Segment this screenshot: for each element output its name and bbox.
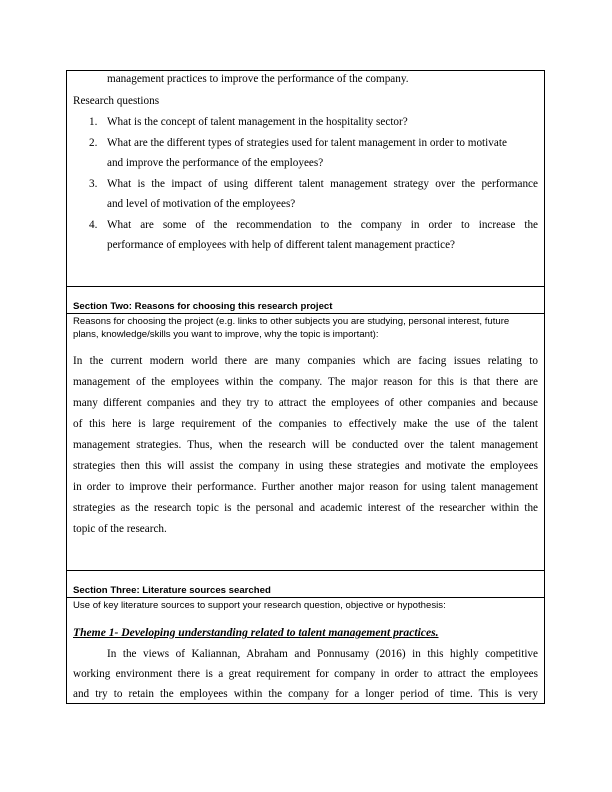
question-line: and improve the performance of the employees? <box>107 157 324 169</box>
section-two-heading: Section Two: Reasons for choosing this research project <box>73 301 333 312</box>
section-two-body-line: in order to improve their performance. Further another major reason for using talent management <box>73 481 538 493</box>
question-number: 4. <box>89 219 98 231</box>
section-two-content-box <box>66 313 545 571</box>
research-questions-heading: Research questions <box>73 95 160 107</box>
section-two-prompt-line: plans, knowledge/skills you want to improve, why the topic is important): <box>73 329 379 340</box>
question-line: performance of employees with help of different talent management practice? <box>107 239 456 251</box>
question-line: and level of motivation of the employees? <box>107 198 296 210</box>
section-three-body-line: and try to retain the employees within the company for a longer period of time. This is very <box>73 688 538 700</box>
section-two-body-line: management of the employees within the company. The major reason for this is that there are <box>73 376 538 388</box>
question-line: What is the impact of using different talent management strategy over the performance <box>107 178 538 190</box>
continuation-line: management practices to improve the performance of the company. <box>107 73 409 85</box>
question-line: What is the concept of talent management in the hospitality sector? <box>107 116 408 128</box>
research-questions-box <box>66 70 545 287</box>
question-line: What are some of the recommendation to the company in order to increase the <box>107 219 538 231</box>
section-three-prompt: Use of key literature sources to support your research question, objective or hypothesis: <box>73 600 446 611</box>
section-two-body-line: strategies then this will assist the company in using these strategies and motivate the employees <box>73 460 538 472</box>
question-number: 2. <box>89 137 98 149</box>
section-three-header-box <box>66 570 545 598</box>
question-line: What are the different types of strategies used for talent management in order to motivate <box>107 137 507 149</box>
section-two-body-line: many different companies and they try to attract the employees of other companies and because <box>73 397 538 409</box>
section-three-content-box <box>66 597 545 704</box>
question-number: 3. <box>89 178 98 190</box>
section-two-body-line: management strategies. Thus, when the research will be conducted over the talent management <box>73 439 538 451</box>
section-two-header-box <box>66 286 545 314</box>
section-three-heading: Section Three: Literature sources searched <box>73 585 271 596</box>
section-two-body-line: strategies as the research topic is the personal and academic interest of the researcher within the <box>73 502 538 514</box>
section-two-body-line: of this here is large requirement of the companies to effectively make the use of the talent <box>73 418 538 430</box>
section-three-body-line: working environment there is a great requirement for company in order to attract the employees <box>73 668 538 680</box>
theme-heading: Theme 1- Developing understanding related to talent management practices. <box>73 626 439 639</box>
section-two-body-line: In the current modern world there are many companies which are facing issues relating to <box>73 355 538 367</box>
section-three-body-line: In the views of Kaliannan, Abraham and Ponnusamy (2016) in this highly competitive <box>107 648 538 660</box>
section-two-prompt-line: Reasons for choosing the project (e.g. links to other subjects you are studying, personal interest, future <box>73 316 510 327</box>
section-two-body-line: topic of the research. <box>73 523 167 535</box>
question-number: 1. <box>89 116 98 128</box>
